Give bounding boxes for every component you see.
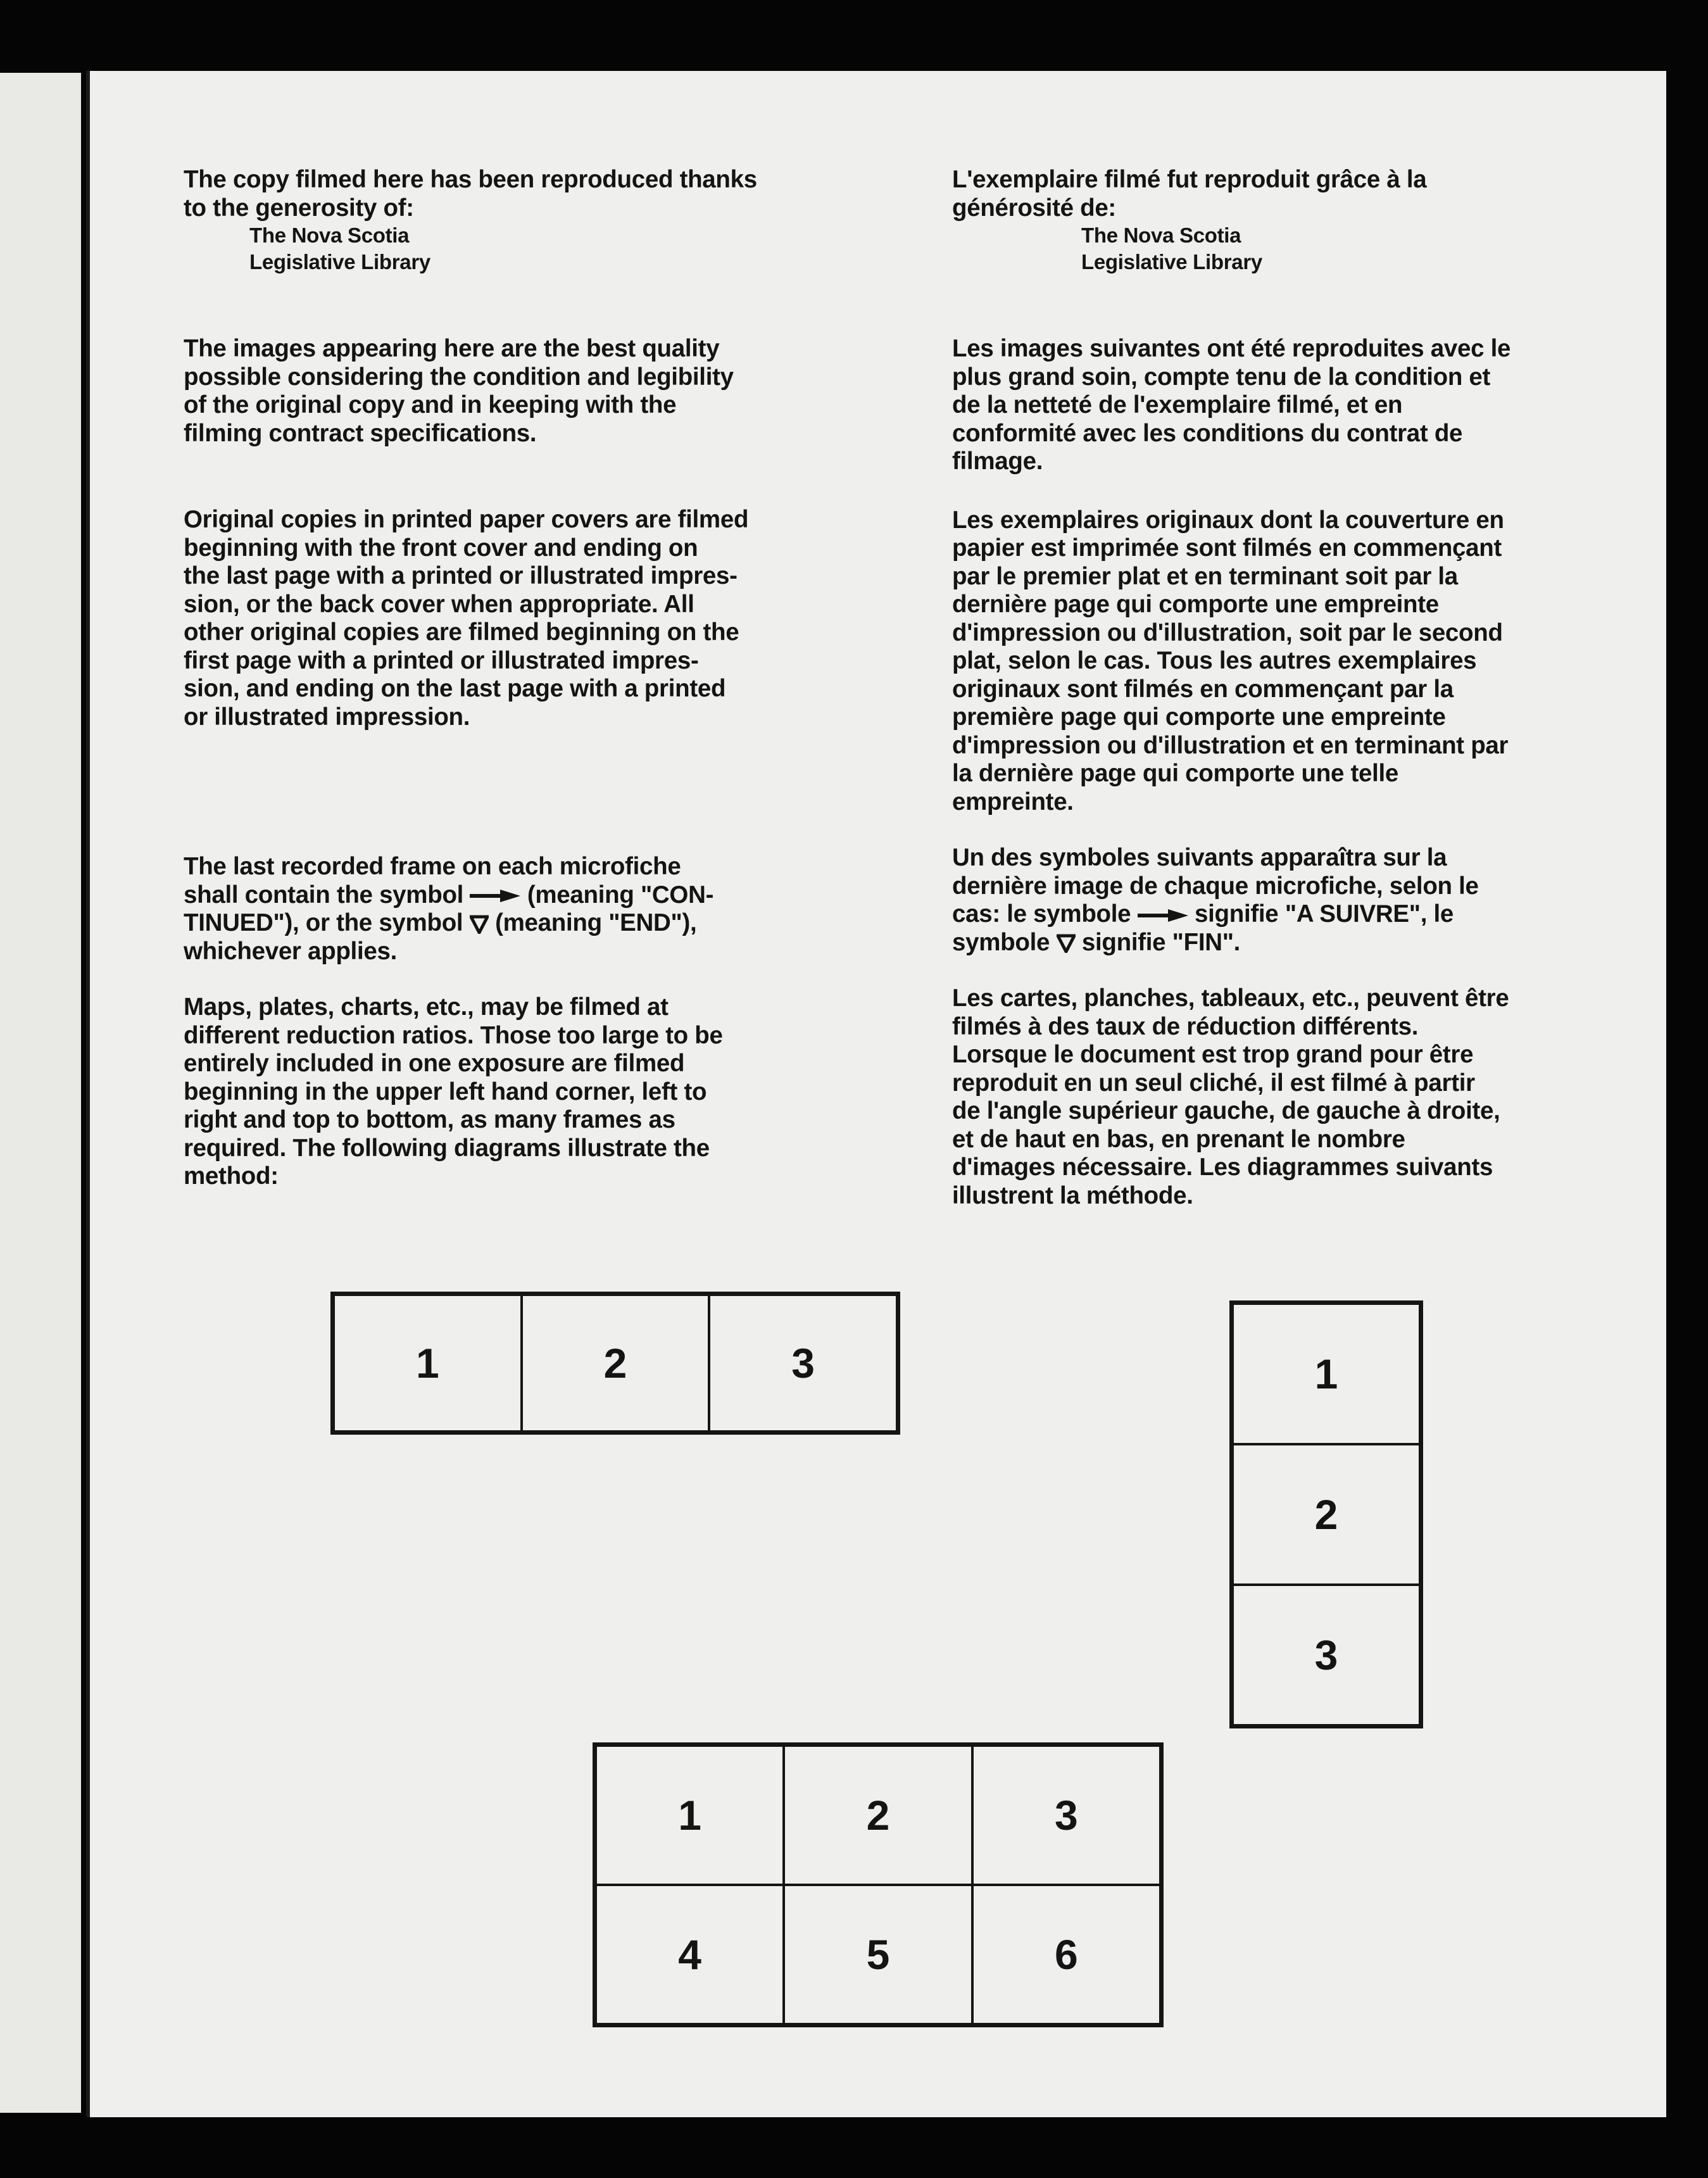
triangle-down-icon (470, 915, 489, 934)
frame-cell: 6 (972, 1885, 1160, 2024)
symbols-paragraph-fr (952, 844, 1623, 957)
french-column (952, 166, 1623, 1210)
page (86, 71, 1666, 2117)
frame-cell: 2 (784, 1746, 972, 1885)
english-column (184, 166, 855, 1191)
frame-cell: 3 (972, 1746, 1160, 1885)
symbols-text-c-fr: signifie "FIN". (1075, 928, 1241, 956)
triangle-down-icon (1057, 934, 1076, 953)
symbols-text-a-fr: Un des symboles suivants apparaîtra sur la dernière image de chaque microfiche, selon le cas: le symbole (952, 844, 1479, 928)
library-name: The Nova Scotia Legislative Library (249, 223, 430, 274)
quality-paragraph: The images appearing here are the best quality possible considering the condition and legibility of the original copy and in keeping with the filming contract specifications. (184, 335, 734, 447)
frame-cell: 3 (709, 1295, 897, 1432)
frame-cell: 3 (1233, 1585, 1420, 1725)
maps-paragraph: Maps, plates, charts, etc., may be filmed at different reduction ratios. Those too large to be entirely included in one exposure are filmed beginning in the upper left hand corner, left to right and top to bottom, as many frames as required. The following diagrams illustrate the method: (184, 993, 723, 1190)
symbols-text-c: (meaning "END"), whichever applies. (184, 909, 697, 965)
diagram-horizontal (330, 1292, 900, 1435)
frame-cell: 1 (334, 1295, 522, 1432)
covers-paragraph-fr: Les exemplaires originaux dont la couverture en papier est imprimée sont filmés en commençant par le premier plat et en terminant soit par la dernière page qui comporte une empreinte d'impression ou d'illustration, soit par le second plat, selon le cas. Tous les autres exemplaires originaux sont filmés en commençant par la première page qui comporte une empreinte d'impression ou d'illustration et en terminant par la dernière page qui comporte une telle empreinte. (952, 506, 1509, 815)
credit-intro-fr: L'exemplaire filmé fut reproduit grâce à la générosité de: (952, 166, 1427, 222)
frame-cell: 5 (784, 1885, 972, 2024)
diagram-grid-six (593, 1742, 1164, 2027)
frame-cell: 4 (596, 1885, 784, 2024)
arrow-right-icon (470, 888, 520, 903)
symbols-paragraph (184, 853, 855, 966)
symbols-text-a: The last recorded frame on each microfiche shall contain the symbol (184, 853, 681, 909)
quality-paragraph-fr: Les images suivantes ont été reproduites avec le plus grand soin, compte tenu de la condition et de la netteté de l'exemplaire filmé, et en conformité avec les conditions du contrat de filmage. (952, 335, 1511, 475)
frame-cell: 1 (596, 1746, 784, 1885)
frame-cell: 1 (1233, 1304, 1420, 1444)
frame-cell: 2 (522, 1295, 710, 1432)
symbols-text-b-fr: signifie "A SUIVRE", le symbole (952, 900, 1454, 956)
credit-intro: The copy filmed here has been reproduced thanks to the generosity of: (184, 166, 757, 222)
maps-paragraph-fr: Les cartes, planches, tableaux, etc., peuvent être filmés à des taux de réduction différents. Lorsque le document est trop grand pour être reproduit en un seul cliché, il est filmé à partir de l'angle supérieur gauche, de gauche à droite, et de haut en bas, en prenant le nombre d'images nécessaire. Les diagrammes suivants illustrent la méthode. (952, 985, 1509, 1209)
arrow-right-icon (1138, 908, 1188, 923)
library-name-fr: The Nova Scotia Legislative Library (1081, 223, 1262, 274)
symbols-text-b: (meaning "CON- TINUED"), or the symbol (184, 881, 714, 936)
diagram-vertical (1229, 1300, 1423, 1728)
previous-page-edge (0, 73, 81, 2113)
frame-cell: 2 (1233, 1444, 1420, 1585)
covers-paragraph: Original copies in printed paper covers are filmed beginning with the front cover and ending on the last page with a printed or illustrated impres- sion, or the back cover when appropriate. All other original copies are filmed beginning on the first page with a printed or illustrated impres- sion, and ending on the last page with a printed or illustrated impression. (184, 506, 749, 731)
